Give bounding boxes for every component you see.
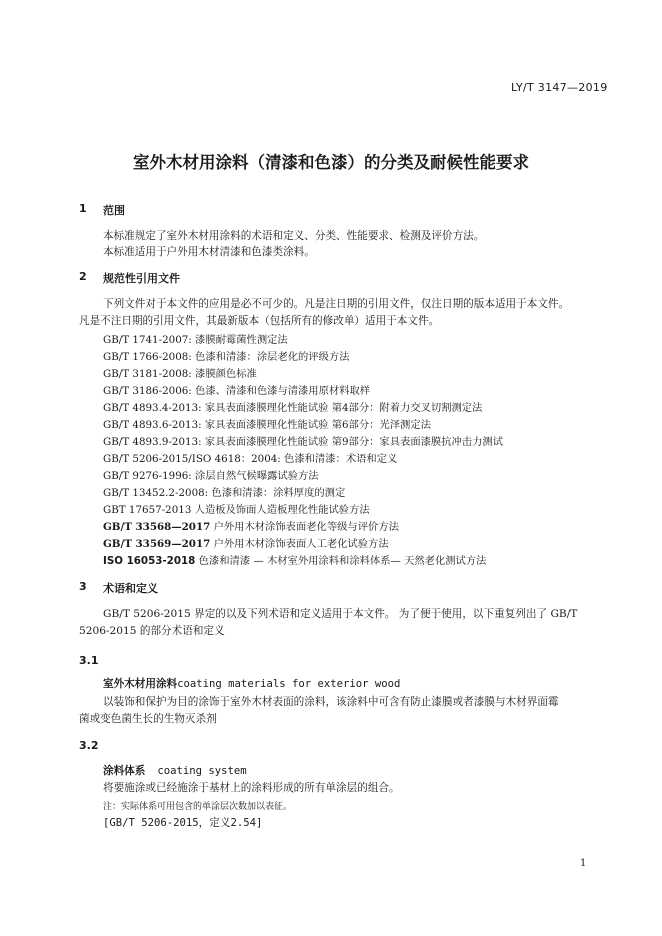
term-3-2-number: 3.2 [79, 739, 99, 752]
reference-item-bold [103, 535, 389, 550]
section-1-para-2: 本标准适用于户外用木材清漆和色漆类涂料。 [103, 246, 315, 258]
section-2-title: 规范性引用文件 [103, 272, 180, 285]
reference-title: 户外用木材涂饰表面人工老化试验方法 [210, 538, 389, 550]
term-3-1-zh: 室外木材用涂料 [103, 678, 178, 690]
term-3-1-en: coating materials for exterior wood [177, 678, 401, 690]
reference-item: GB/T 3181-2008: 漆膜颜色标准 [103, 368, 257, 380]
section-1-number: 1 [79, 202, 87, 215]
section-3-title: 术语和定义 [103, 582, 158, 595]
document-title: 室外木材用涂料（清漆和色漆）的分类及耐候性能要求 [133, 153, 529, 172]
term-3-2-source: [GB/T 5206-2015，定义2.54] [103, 817, 263, 829]
reference-item: GB/T 13452.2-2008: 色漆和清漆：涂料厚度的测定 [103, 487, 346, 499]
reference-item: GB/T 1766-2008: 色漆和清漆：涂层老化的评级方法 [103, 351, 350, 363]
section-3-para-line-1: GB/T 5206-2015 界定的以及下列术语和定义适用于本文件。 为了便于使用，以下重复列出了 GB/T [103, 608, 578, 620]
term-3-2-definition: 将要施涂或已经施涂于基材上的涂料形成的所有单涂层的组合。 [103, 782, 400, 794]
reference-item: GB/T 5206-2015/ISO 4618：2004: 色漆和清漆：术语和定义 [103, 453, 398, 465]
reference-item: GB/T 4893.6-2013: 家具表面漆膜理化性能试验 第6部分：光泽测定法 [103, 419, 431, 431]
reference-item: GBT 17657-2013 人造板及饰面人造板理化性能试验方法 [103, 504, 370, 516]
section-2-number: 2 [79, 270, 87, 283]
reference-code: ISO 16053-2018 [103, 555, 196, 567]
reference-item-bold [103, 552, 486, 567]
section-2-para-line-1: 下列文件对于本文件的应用是必不可少的。凡是注日期的引用文件，仅注日期的版本适用于本文件。 [103, 298, 570, 310]
document-number: LY/T 3147—2019 [511, 81, 608, 94]
term-3-2-en: coating system [157, 765, 247, 777]
page-number: 1 [580, 858, 587, 869]
section-2-para-line-2: 凡是不注日期的引用文件，其最新版本（包括所有的修改单）适用于本文件。 [79, 315, 440, 327]
reference-title: 户外用木材涂饰表面老化等级与评价方法 [210, 521, 399, 533]
reference-code: GB/T 33569—2017 [103, 538, 211, 550]
term-3-1-definition-line-2: 菌或变色菌生长的生物灭杀剂 [79, 713, 217, 725]
section-3-para-line-2: 5206-2015 的部分术语和定义 [79, 625, 225, 637]
reference-item: GB/T 1741-2007: 漆膜耐霉菌性测定法 [103, 334, 288, 346]
reference-title: 色漆和清漆 — 木材室外用涂料和涂料体系— 天然老化测试方法 [195, 555, 487, 567]
term-3-2-zh: 涂料体系 [103, 765, 146, 777]
reference-item: GB/T 3186-2006: 色漆、清漆和色漆与清漆用原材料取样 [103, 385, 371, 397]
term-3-2-note: 注：实际体系可用包含的单涂层次数加以表征。 [103, 802, 293, 812]
reference-item: GB/T 4893.9-2013: 家具表面漆膜理化性能试验 第9部分：家具表面漆膜抗冲击力测试 [103, 436, 503, 448]
term-3-1-heading [103, 676, 400, 691]
section-3-number: 3 [79, 580, 87, 593]
term-3-1-definition-line-1: 以装饰和保护为目的涂饰于室外木材表面的涂料，该涂料中可含有防止漆膜或者漆膜与木材界面霉 [103, 696, 559, 708]
reference-item: GB/T 9276-1996: 涂层自然气候曝露试验方法 [103, 470, 319, 482]
section-1-title: 范围 [103, 204, 125, 217]
term-3-2-heading [103, 763, 247, 778]
section-1-para-1: 本标准规定了室外木材用涂料的术语和定义、分类、性能要求、检测及评价方法。 [103, 230, 485, 242]
term-3-1-number: 3.1 [79, 654, 99, 667]
reference-code: GB/T 33568—2017 [103, 521, 211, 533]
reference-item-bold [103, 518, 399, 533]
reference-item: GB/T 4893.4-2013: 家具表面漆膜理化性能试验 第4部分：附着力交叉切割测定法 [103, 402, 483, 414]
